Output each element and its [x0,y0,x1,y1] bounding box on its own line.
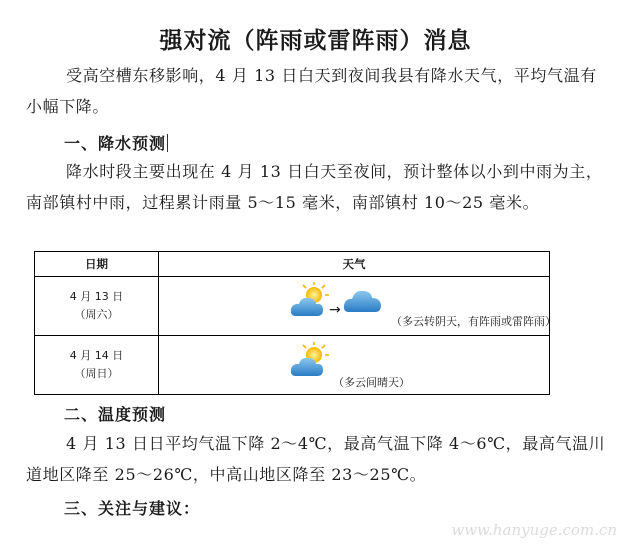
table-row [35,336,550,395]
date-cell [35,277,159,336]
weather-description: （多云转阴天，有阵雨或雷阵雨） [391,315,556,328]
text-cursor [167,134,168,152]
temp-heading: 二、温度预测 [64,405,167,424]
precip-paragraph: 降水时段主要出现在 4 月 13 日白天至夜间，预计整体以小到中雨为主，南部镇村中雨，过程累计雨量 5～15 毫米，南部镇村 10～25 毫米。 [26,162,603,212]
weather-cell [159,277,556,336]
weather-description: （多云间晴天） [333,376,410,389]
weather-table [34,251,556,395]
weekday-label: （周六） [74,308,119,321]
partly-cloudy-icon [290,342,330,378]
watermark: www.hanyuge.com.cn [451,521,617,539]
weekday-label: （周日） [74,367,119,380]
intro-paragraph: 受高空槽东移影响，4 月 13 日白天到夜间我县有降水天气，平均气温有小幅下降。 [26,66,597,116]
partly-cloudy-icon [290,282,330,318]
advice-heading: 三、关注与建议： [64,499,201,518]
table-row [35,277,550,336]
overcast-cloud-icon [343,283,383,313]
header-weather: 天气 [159,252,550,277]
header-date: 日期 [35,252,159,277]
precip-heading: 一、降水预测 [64,134,167,153]
date-label: 4 月 13 日 [69,290,124,303]
change-arrow: → [329,302,341,318]
table-header-row [35,252,550,277]
document-title: 强对流（阵雨或雷阵雨）消息 [159,28,472,54]
date-cell [35,336,159,395]
date-label: 4 月 14 日 [69,349,124,362]
temp-paragraph: 4 月 13 日日平均气温下降 2～4℃，最高气温下降 4～6℃，最高气温川道地区降至 25～26℃，中高山地区降至 23～25℃。 [26,434,606,484]
weather-cell [159,336,550,395]
